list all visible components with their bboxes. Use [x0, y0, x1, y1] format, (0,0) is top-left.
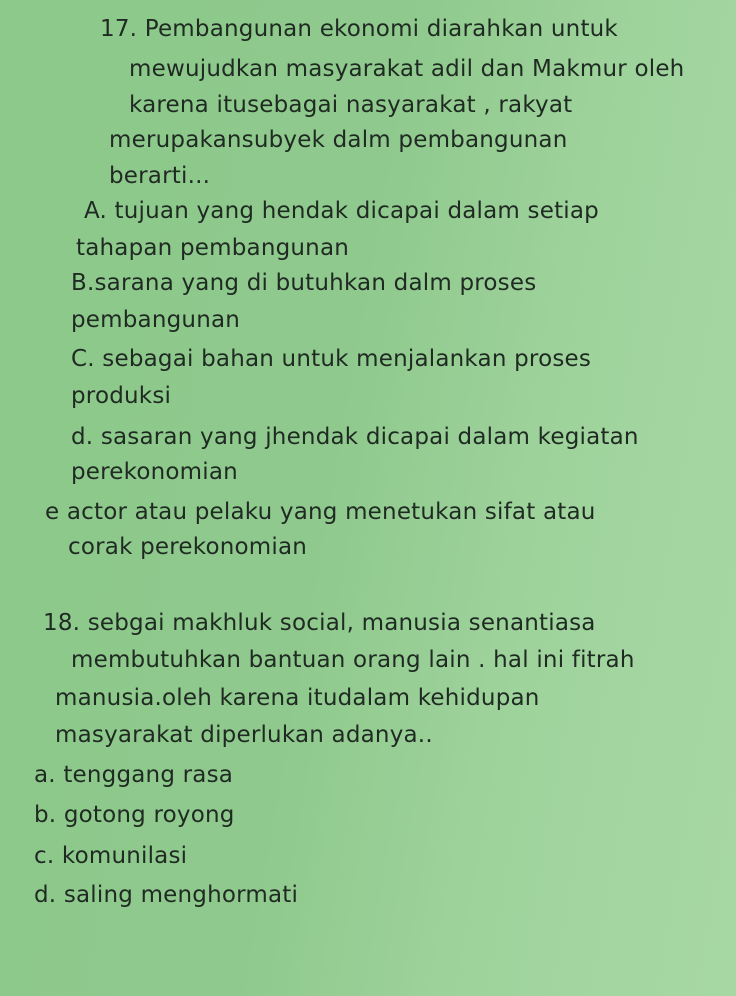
question-17-stem-line-3: karena itusebagai nasyarakat , rakyat — [129, 92, 573, 118]
question-18-option-a: a. tenggang rasa — [34, 762, 234, 788]
question-17-option-c-line-2: produksi — [71, 383, 172, 409]
question-17-option-b-line-1: B.sarana yang di butuhkan dalm proses — [71, 270, 537, 296]
question-17-option-d-line-1: d. sasaran yang jhendak dicapai dalam kegiatan — [71, 424, 639, 450]
question-18-option-c: c. komunilasi — [34, 843, 188, 869]
question-17-stem-line-1: 17. Pembangunan ekonomi diarahkan untuk — [100, 16, 618, 42]
question-18-stem-line-3: manusia.oleh karena itudalam kehidupan — [55, 685, 540, 711]
question-17-option-c-line-1: C. sebagai bahan untuk menjalankan proses — [71, 346, 592, 372]
question-18-stem-line-4: masyarakat diperlukan adanya.. — [55, 722, 433, 748]
question-17-stem-line-5: berarti... — [109, 163, 211, 189]
question-18-option-b: b. gotong royong — [34, 802, 235, 828]
question-17-stem-line-4: merupakansubyek dalm pembangunan — [109, 127, 568, 153]
question-17-option-a-line-1: A. tujuan yang hendak dicapai dalam setiap — [84, 198, 599, 224]
question-18-option-d: d. saling menghormati — [34, 882, 299, 908]
question-17-option-a-line-2: tahapan pembangunan — [76, 235, 350, 261]
question-18-stem-line-2: membutuhkan bantuan orang lain . hal ini fitrah — [71, 647, 635, 673]
question-17-option-e-line-1: e actor atau pelaku yang menetukan sifat atau — [45, 499, 596, 525]
question-17-option-d-line-2: perekonomian — [71, 459, 238, 485]
question-18-stem-line-1: 18. sebgai makhluk social, manusia senantiasa — [43, 610, 596, 636]
question-17-option-e-line-2: corak perekonomian — [68, 534, 308, 560]
question-17-stem-line-2: mewujudkan masyarakat adil dan Makmur oleh — [129, 56, 685, 82]
question-17-option-b-line-2: pembangunan — [71, 307, 241, 333]
